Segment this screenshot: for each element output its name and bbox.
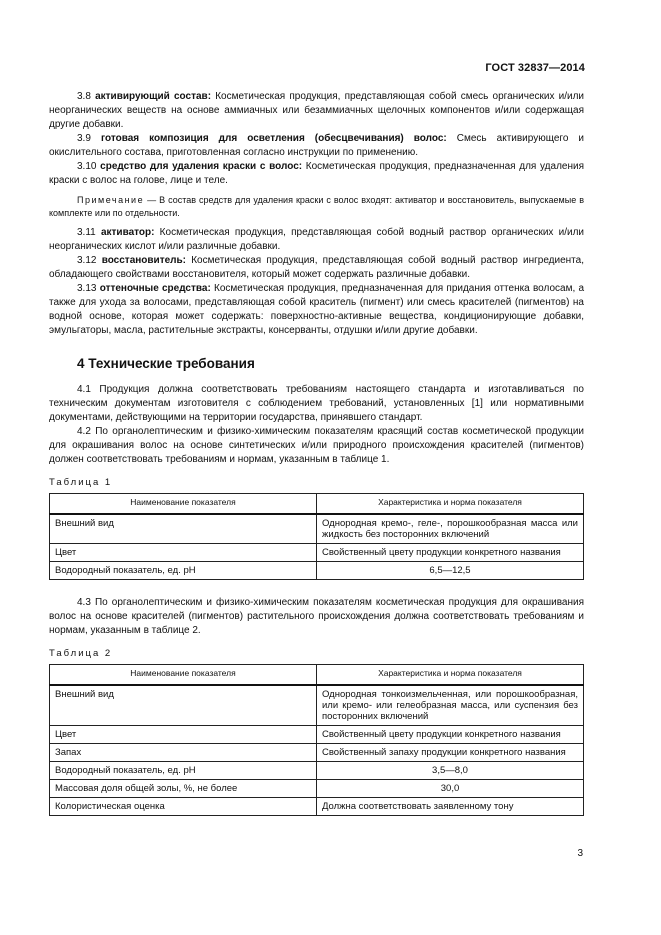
note: Примечание — В состав средств для удаления краски с волос входят: активатор и восстановитель, выпускаемые в комплекте или по отдельности. bbox=[49, 195, 584, 218]
page-content bbox=[49, 90, 584, 816]
table-cell: Водородный показатель, ед. pH bbox=[50, 562, 317, 580]
table-cell: Цвет bbox=[50, 544, 317, 562]
table-cell: Цвет bbox=[50, 726, 317, 744]
table-row bbox=[50, 744, 584, 762]
table-1 bbox=[49, 493, 584, 580]
table-cell: 30,0 bbox=[317, 780, 584, 798]
table-cell: Однородная тонкоизмельченная, или порошкообразная, или кремо- или гелеобразная масса, или суспензия без посторонних включений bbox=[317, 685, 584, 726]
note-label: Примечание bbox=[77, 195, 145, 205]
table-row bbox=[50, 798, 584, 816]
table-cell: Свойственный запаху продукции конкретного названия bbox=[317, 744, 584, 762]
table-1-header-norm: Характеристика и норма показателя bbox=[317, 494, 584, 515]
table-row bbox=[50, 514, 584, 544]
section-4-heading: 4 Технические требования bbox=[77, 356, 255, 371]
paragraph-4-1: 4.1 Продукция должна соответствовать требованиям настоящего стандарта и изготавливаться по техническим документам изготовителя с соблюдением требований, установленных [1] или нормативными документами, действующими на территории государства, принявшего стандарт. bbox=[49, 384, 584, 423]
table-2-caption: Таблица 2 bbox=[49, 648, 113, 659]
table-row bbox=[50, 780, 584, 798]
table-2 bbox=[49, 664, 584, 816]
table-cell: Запах bbox=[50, 744, 317, 762]
table-cell: Внешний вид bbox=[50, 514, 317, 544]
table-cell: Внешний вид bbox=[50, 685, 317, 726]
table-cell: Свойственный цвету продукции конкретного названия bbox=[317, 544, 584, 562]
table-cell: Водородный показатель, ед. pH bbox=[50, 762, 317, 780]
table-cell: 6,5—12,5 bbox=[317, 562, 584, 580]
table-cell: Однородная кремо-, геле-, порошкообразная масса или жидкость без посторонних включений bbox=[317, 514, 584, 544]
document-code: ГОСТ 32837—2014 bbox=[485, 62, 585, 74]
definition-3-10: 3.10 средство для удаления краски с волос: Косметическая продукция, предназначенная для удаления краски с волос на голове, лице и теле. bbox=[49, 161, 584, 186]
table-cell: Колористическая оценка bbox=[50, 798, 317, 816]
page-number: 3 bbox=[577, 848, 583, 859]
table-row bbox=[50, 562, 584, 580]
paragraph-4-3: 4.3 По органолептическим и физико-химическим показателям косметическая продукция для окрашивания волос на основе красителей (пигментов) растительного происхождения должна соответствовать требованиям и нормам, указанным в таблице 2. bbox=[49, 597, 584, 636]
table-row bbox=[50, 726, 584, 744]
table-cell: 3,5—8,0 bbox=[317, 762, 584, 780]
definition-3-11: 3.11 активатор: Косметическая продукция, представляющая собой водный раствор органических и/или неорганических кислот и/или различные добавки. bbox=[49, 227, 584, 252]
table-row bbox=[50, 762, 584, 780]
definition-3-9: 3.9 готовая композиция для осветления (обесцвечивания) волос: Смесь активирующего и окислительного состава, приготовленная согласно инструкции по применению. bbox=[49, 133, 584, 158]
table-1-header-name: Наименование показателя bbox=[50, 494, 317, 515]
table-cell: Должна соответствовать заявленному тону bbox=[317, 798, 584, 816]
definition-3-13: 3.13 оттеночные средства: Косметическая продукция, предназначенная для придания оттенка волосам, а также для ухода за волосами, представляющая собой краситель (пигмент) или смесь красителей (пигментов) на водной основе, которая может содержать: поверхностно-активные вещества, кондиционирующие добавки, эмульгаторы, масла, растительные экстракты, консерванты, отдушки и/или другие добавки. bbox=[49, 283, 585, 336]
table-1-caption: Таблица 1 bbox=[49, 477, 113, 488]
definition-3-8: 3.8 активирующий состав: Косметическая продукция, представляющая собой смесь органических и/или неорганических веществ на основе аммиачных или безаммиачных щелочных компонентов и/или содержащая другие добавки. bbox=[49, 91, 585, 130]
table-2-header-norm: Характеристика и норма показателя bbox=[317, 665, 584, 686]
table-row bbox=[50, 544, 584, 562]
paragraph-4-2: 4.2 По органолептическим и физико-химическим показателям красящий состав косметической продукции для окрашивания волос на основе синтетических и/или природного происхождения красителей (пигментов) должен соответствовать требованиям и нормам, указанным в таблице 1. bbox=[49, 426, 584, 465]
table-cell: Свойственный цвету продукции конкретного названия bbox=[317, 726, 584, 744]
table-2-header-name: Наименование показателя bbox=[50, 665, 317, 686]
table-row bbox=[50, 685, 584, 726]
definition-3-12: 3.12 восстановитель: Косметическая продукция, представляющая собой водный раствор ингредиента, обладающего свойствами восстановителя, который может содержать различные добавки. bbox=[49, 255, 584, 280]
table-cell: Массовая доля общей золы, %, не более bbox=[50, 780, 317, 798]
